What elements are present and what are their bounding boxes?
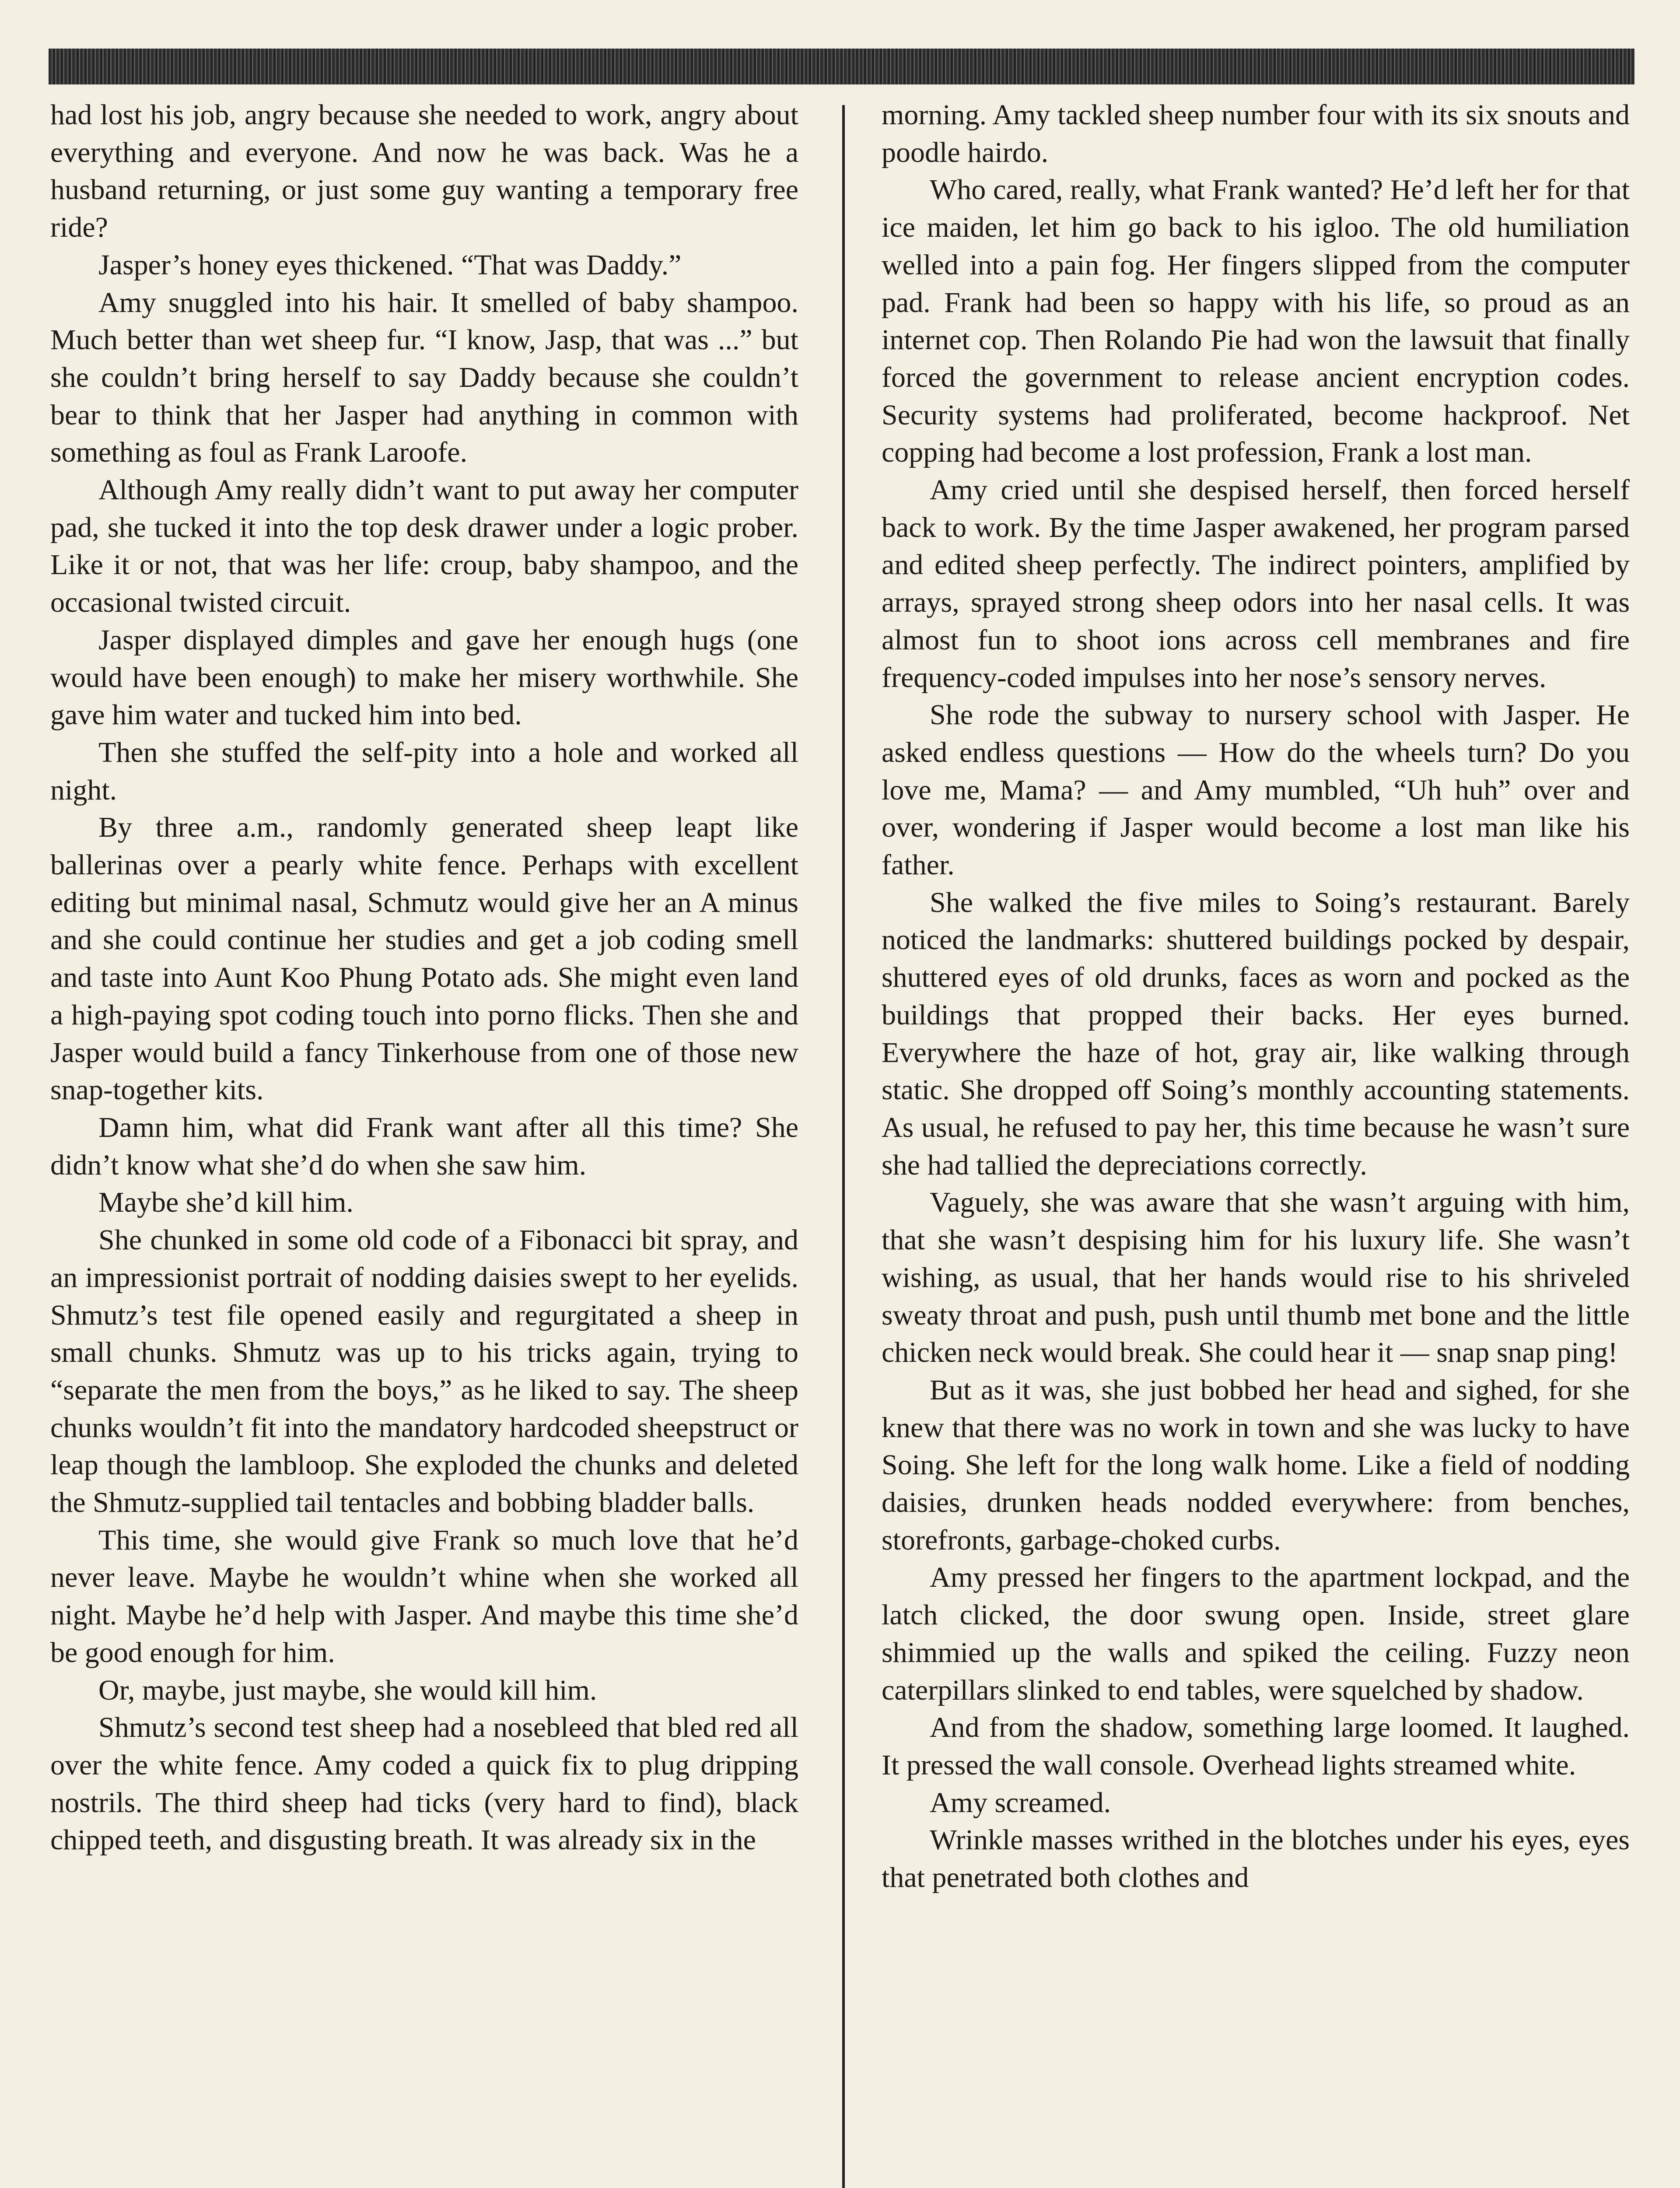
paragraph: By three a.m., randomly generated sheep leapt like ballerinas over a pearly white fence. Perhaps with excellent editing but minimal nasal, Schmutz would give her an A minus and she could continue her studies and get a job coding smell and taste into Aunt Koo Phung Potato ads. She might even land a high-paying spot coding touch into porno flicks. Then she and Jasper would build a fancy Tinkerhouse from one of those new snap-together kits. xyxy=(50,811,798,1106)
paragraph: This time, she would give Frank so much love that he’d never leave. Maybe he wouldn’t whine when she worked all night. Maybe he’d help with Jasper. And maybe this time she’d be good enough for him. xyxy=(50,1524,798,1669)
paragraph: She chunked in some old code of a Fibonacci bit spray, and an impressionist portrait of nodding daisies swept to her eyelids. Shmutz’s test file opened easily and regurgitated a sheep in small chunks. Shmutz was up to his tricks again, trying to “separate the men from the boys,” as he liked to say. The sheep chunks wouldn’t fit into the mandatory hardcoded sheepstruct or leap though the lambloop. She exploded the chunks and deleted the Shmutz-supplied tail tentacles and bobbing bladder balls. xyxy=(50,1224,798,1519)
paragraph: Jasper’s honey eyes thickened. “That was Daddy.” xyxy=(98,249,682,281)
paragraph: She walked the five miles to Soing’s restaurant. Barely noticed the landmarks: shuttered buildings pocked by despair, shuttered eyes of old drunks, faces as worn and pocked as the buildings that propped their backs. Her eyes burned. Everywhere the haze of hot, gray air, like walking through static. She dropped off Soing’s monthly accounting statements. As usual, he refused to pay her, this time because he wasn’t sure she had tallied the depreciations correctly. xyxy=(882,886,1630,1181)
left-column xyxy=(50,96,798,1859)
paragraph: had lost his job, angry because she needed to work, angry about everything and everyone. And now he was back. Was he a husband returning, or just some guy wanting a temporary free ride? xyxy=(50,99,798,244)
paragraph: Maybe she’d kill him. xyxy=(98,1186,354,1219)
paragraph: And from the shadow, something large loomed. It laughed. It pressed the wall console. Overhead lights streamed white. xyxy=(882,1711,1630,1781)
paragraph: Jasper displayed dimples and gave her enough hugs (one would have been enough) to make her misery worthwhile. She gave him water and tucked him into bed. xyxy=(50,624,798,731)
paragraph: Although Amy really didn’t want to put away her computer pad, she tucked it into the top desk drawer under a logic prober. Like it or not, that was her life: croup, baby shampoo, and the occasional twisted circuit. xyxy=(50,474,798,619)
paragraph: Amy screamed. xyxy=(930,1786,1111,1819)
paragraph: Amy pressed her fingers to the apartment lockpad, and the latch clicked, the door swung open. Inside, street glare shimmied up the walls and spiked the ceiling. Fuzzy neon caterpillars slinked to end tables, were squelched by shadow. xyxy=(882,1561,1630,1706)
paragraph: Or, maybe, just maybe, she would kill him. xyxy=(98,1674,597,1706)
paragraph: Then she stuffed the self-pity into a hole and worked all night. xyxy=(50,736,798,806)
right-column xyxy=(882,96,1630,1897)
paragraph: Shmutz’s second test sheep had a nosebleed that bled red all over the white fence. Amy coded a quick fix to plug dripping nostrils. The third sheep had ticks (very hard to find), black chipped teeth, and disgusting breath. It was already six in the xyxy=(50,1711,798,1856)
paragraph: Amy snuggled into his hair. It smelled of baby shampoo. Much better than wet sheep fur. “I know, Jasp, that was ...” but she couldn’t bring herself to say Daddy because she couldn’t bear to think that her Jasper had anything in common with something as foul as Frank Laroofe. xyxy=(50,286,798,469)
paragraph: Vaguely, she was aware that she wasn’t arguing with him, that she wasn’t despising him for his luxury life. She wasn’t wishing, as usual, that her hands would rise to his shriveled sweaty throat and push, push until thumb met bone and the little chicken neck would break. She could hear it — snap snap ping! xyxy=(882,1186,1630,1369)
paragraph: Amy cried until she despised herself, then forced herself back to work. By the time Jasper awakened, her program parsed and edited sheep perfectly. The indirect pointers, amplified by arrays, sprayed strong sheep odors into her nasal cells. It was almost fun to shoot ions across cell membranes and fire frequency-coded impulses into her nose’s sensory nerves. xyxy=(882,474,1630,694)
paragraph: Wrinkle masses writhed in the blotches under his eyes, eyes that penetrated both clothes and xyxy=(882,1824,1630,1894)
paragraph: She rode the subway to nursery school with Jasper. He asked endless questions — How do the wheels turn? Do you love me, Mama? — and Amy mumbled, “Uh huh” over and over, wondering if Jasper would become a lost man like his father. xyxy=(882,699,1630,881)
paragraph: Who cared, really, what Frank wanted? He’d left her for that ice maiden, let him go back to his igloo. The old humiliation welled into a pain fog. Her fingers slipped from the computer pad. Frank had been so happy with his life, so proud as an internet cop. Then Rolando Pie had won the lawsuit that finally forced the government to release ancient encryption codes. Security systems had proliferated, become hackproof. Net copping had become a lost profession, Frank a lost man. xyxy=(882,174,1630,469)
paragraph: Damn him, what did Frank want after all this time? She didn’t know what she’d do when she saw him. xyxy=(50,1111,798,1181)
paragraph: But as it was, she just bobbed her head and sighed, for she knew that there was no work in town and she was lucky to have Soing. She left for the long walk home. Like a field of nodding daisies, drunken heads nodded everywhere: from benches, storefronts, garbage-choked curbs. xyxy=(882,1374,1630,1556)
header-rule xyxy=(49,49,1634,84)
paragraph: morning. Amy tackled sheep number four with its six snouts and poodle hairdo. xyxy=(882,99,1630,168)
column-divider xyxy=(842,105,845,2188)
